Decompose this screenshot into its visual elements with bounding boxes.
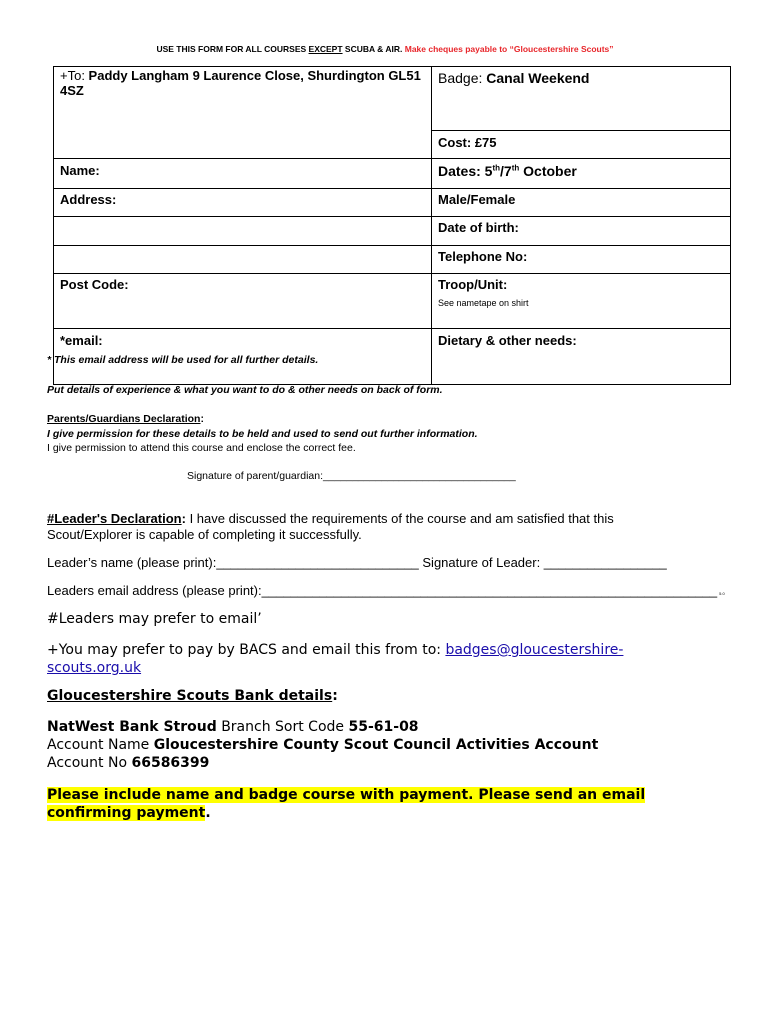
payment-note xyxy=(47,786,687,822)
dates-sup-2: th xyxy=(511,163,520,173)
sort-code: 55-61-08 xyxy=(348,719,419,735)
badge-value: Canal Weekend xyxy=(486,70,590,86)
dates-cell xyxy=(432,159,731,189)
cost-value: Cost: £75 xyxy=(438,135,497,150)
account-no-label: Account No xyxy=(47,755,132,771)
bank-details-colon: : xyxy=(332,688,338,704)
postcode-label: Post Code: xyxy=(60,277,129,292)
troop-note: See nametape on shirt xyxy=(438,298,529,308)
sort-code-label: Branch Sort Code xyxy=(216,719,349,735)
bank-details-heading: Gloucestershire Scouts Bank details xyxy=(47,688,333,704)
troop-field[interactable] xyxy=(432,274,731,329)
address-label: Address: xyxy=(60,192,117,207)
badge-label: Badge: xyxy=(438,70,487,86)
account-name-label: Account Name xyxy=(47,737,154,753)
leader-declaration xyxy=(47,511,687,543)
payment-note-period: . xyxy=(205,805,211,821)
dates-suffix: October xyxy=(519,163,577,179)
leader-email-mark: 5.0 xyxy=(719,591,725,596)
guardian-heading: Parents/Guardians Declaration xyxy=(47,413,201,425)
email-label: *email: xyxy=(60,333,103,348)
to-prefix: +To: xyxy=(60,68,89,83)
account-no-line xyxy=(47,755,209,771)
payment-note-text: Please include name and badge course with payment. Please send an email confirming payment xyxy=(47,787,646,821)
dietary-field[interactable] xyxy=(432,329,731,385)
leaders-prefer-email: #Leaders may prefer to email’ xyxy=(47,611,262,627)
guardian-signature-line[interactable]: Signature of parent/guardian:_________________________________ xyxy=(187,470,516,482)
account-name-line xyxy=(47,737,598,753)
gender-field[interactable] xyxy=(432,189,731,217)
header-instruction: USE THIS FORM FOR ALL COURSES xyxy=(156,44,309,54)
guardian-heading-line xyxy=(47,413,204,425)
leader-declaration-text: I have discussed the requirements of the course and am satisfied that this Scout/Explorer is capable of completing it successfully. xyxy=(47,511,614,542)
telephone-label: Telephone No: xyxy=(438,249,528,264)
header-except: EXCEPT xyxy=(308,44,343,54)
header-cheques-note: Make cheques payable to “Gloucestershire Scouts” xyxy=(402,44,614,54)
postcode-field[interactable] xyxy=(54,274,432,329)
dietary-label: Dietary & other needs: xyxy=(438,333,577,348)
bank-sort-line xyxy=(47,719,419,735)
address-field[interactable] xyxy=(54,189,432,217)
dates-value xyxy=(438,163,577,179)
guardian-heading-colon: : xyxy=(200,413,204,425)
gender-label: Male/Female xyxy=(438,192,516,207)
guardian-permission-1: I give permission for these details to be held and used to send out further information. xyxy=(47,428,478,440)
header-instruction-end: SCUBA & AIR. xyxy=(342,44,403,54)
name-label: Name: xyxy=(60,163,100,178)
badge-cell xyxy=(432,67,731,131)
bacs-text: +You may prefer to pay by BACS and email this from to: xyxy=(47,642,446,658)
experience-note: Put details of experience & what you want to do & other needs on back of form. xyxy=(47,384,443,396)
form-header xyxy=(0,44,770,54)
cost-cell xyxy=(432,131,731,159)
leader-email-line[interactable] xyxy=(47,583,725,598)
badges-email-link[interactable]: badges@gloucestershire-scouts.org.uk xyxy=(47,642,624,676)
telephone-field[interactable] xyxy=(432,246,731,274)
bacs-instruction xyxy=(47,641,667,677)
to-address-cell xyxy=(54,67,432,159)
dob-field[interactable] xyxy=(432,217,731,246)
leader-declaration-colon: : xyxy=(181,511,186,526)
bank-name: NatWest Bank Stroud xyxy=(47,719,217,735)
leader-email-text: Leaders email address (please print):_______________________________________________________________ xyxy=(47,583,718,598)
address-line-2-field[interactable] xyxy=(54,217,432,246)
name-field[interactable] xyxy=(54,159,432,189)
guardian-permission-2: I give permission to attend this course and enclose the correct fee. xyxy=(47,442,356,454)
dob-label: Date of birth: xyxy=(438,220,519,235)
address-line-3-field[interactable] xyxy=(54,246,432,274)
bank-details-heading-line xyxy=(47,688,338,704)
account-name: Gloucestershire County Scout Council Activities Account xyxy=(153,737,599,753)
account-no: 66586399 xyxy=(131,755,210,771)
dates-mid: /7 xyxy=(500,163,512,179)
leader-name-signature-line[interactable]: Leader’s name (please print):____________________________ Signature of Leader: _________________ xyxy=(47,555,667,570)
dates-sup-1: th xyxy=(492,163,501,173)
email-note: * This email address will be used for all further details. xyxy=(47,354,319,366)
dates-prefix: Dates: 5 xyxy=(438,163,493,179)
troop-label: Troop/Unit: xyxy=(438,277,508,292)
application-form-table xyxy=(53,66,731,385)
to-address: Paddy Langham 9 Laurence Close, Shurdington GL51 4SZ xyxy=(60,68,421,98)
leader-declaration-heading: #Leader's Declaration xyxy=(47,511,182,526)
